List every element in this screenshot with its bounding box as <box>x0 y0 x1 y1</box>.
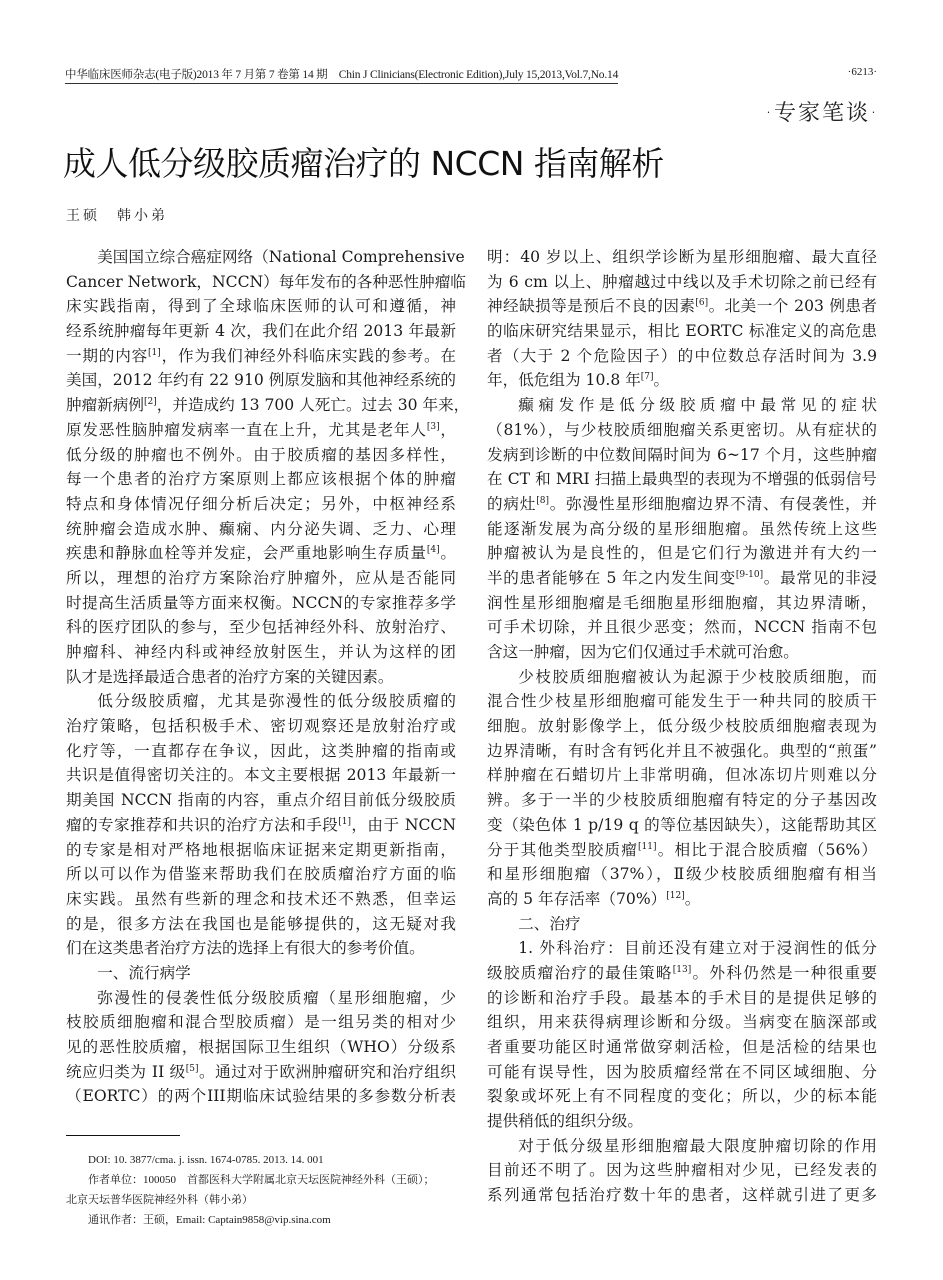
text-line: 时提高生活质量等方面来权衡。NCCN的专家推荐多学 <box>66 593 456 612</box>
text-line: 低分级胶质瘤，尤其是弥漫性的低分级胶质瘤的 <box>97 692 456 711</box>
text-line: 可手术切除，并且很少恶变；然而，NCCN 指南不包 <box>487 618 877 637</box>
text-line: 统肿瘤会造成水肿、癫痫、内分泌失调、乏力、心理 <box>66 519 456 538</box>
article-authors: 王硕 韩小弟 <box>66 208 168 224</box>
text-line: 裂象或坏死上有不同程度的变化；所以，少的标本能 <box>487 1087 877 1106</box>
citation[interactable]: [4] <box>426 545 440 556</box>
page-number: ·6213· <box>847 66 877 78</box>
text-line: 辨。多于一半的少枝胶质细胞瘤有特定的分子基因改 <box>487 791 877 810</box>
text-line: 疾患和静脉血栓等并发症，会严重地影响生存质量[4]。 <box>66 544 456 563</box>
text-line: 明：40 岁以上、组织学诊断为星形细胞瘤、最大直径 <box>487 248 877 266</box>
text-line: 所以，理想的治疗方案除治疗肿瘤外，应从是否能同 <box>66 568 456 587</box>
text-line: 队才是选择最适合患者的治疗方案的关键因素。 <box>66 667 394 686</box>
body-column-right <box>487 245 877 1208</box>
affiliation-footnote: 作者单位：100050 首都医科大学附属北京天坛医院神经外科（王硕）； <box>88 1174 435 1186</box>
text-line: 特点和身体情况仔细分析后决定；另外，中枢神经系 <box>66 494 456 513</box>
text-line: 能逐渐发展为高分级的星形细胞瘤。虽然传统上这些 <box>487 519 877 538</box>
text-line: 分于其他类型胶质瘤[11]。相比于混合胶质瘤（56%） <box>487 840 877 859</box>
text-line: 每一个患者的治疗方案原则上都应该根据个体的肿瘤 <box>66 470 456 489</box>
text-line: 的是，很多方法在我国也是能够提供的，这无疑对我 <box>66 914 456 933</box>
text-line: 弥漫性的侵袭性低分级胶质瘤（星形细胞瘤，少 <box>97 988 456 1007</box>
text-line: 含这一肿瘤，因为它们仅通过手术就可治愈。 <box>487 643 799 661</box>
text-line: 系列通常包括治疗数十年的患者，这样就引进了更多 <box>487 1186 877 1205</box>
text-line: 治疗策略，包括积极手术、密切观察还是放射治疗或 <box>66 717 456 736</box>
paragraph <box>487 665 877 912</box>
running-header: 中华临床医师杂志(电子版)2013 年 7 月第 7 卷第 14 期 Chin J Clinicians(Electronic Edition),July 15,2013,Vol.7,No.14 <box>65 66 618 84</box>
section-heading <box>487 912 877 937</box>
text-line: 所以可以作为借鉴来帮助我们在胶质瘤治疗方面的临 <box>66 865 456 884</box>
text-line: 美国，2012 年约有 22 910 例原发脑和其他神经系统的 <box>66 371 456 390</box>
section-label: ·专家笔谈· <box>765 101 879 126</box>
text-line: 美国国立综合癌症网络（National Comprehensive <box>97 248 465 266</box>
citation[interactable]: [7] <box>640 372 654 383</box>
text-line: 高的 5 年存活率（70%）[12]。 <box>487 889 701 908</box>
section-heading <box>66 961 456 986</box>
citation[interactable]: [12] <box>666 890 685 901</box>
text-line: 变（染色体 1 p/19 q 的等位基因缺失），这能帮助其区 <box>487 815 877 834</box>
body-column-left <box>66 245 470 1109</box>
footnotes <box>66 1150 466 1230</box>
citation[interactable]: [13] <box>672 964 692 975</box>
text-line: 目前还不明了。因为这些肿瘤相对少见，已经发表的 <box>487 1161 877 1180</box>
text-line: 的病灶[8]。弥漫性星形细胞瘤边界不清、有侵袭性，并 <box>487 494 877 513</box>
text-line: 的临床研究结果显示，相比 EORTC 标准定义的高危患 <box>487 322 877 341</box>
text-line: 统应归类为 II 级[5]。通过对于欧洲肿瘤研究和治疗组织 <box>66 1062 456 1081</box>
text-line: 和星形细胞瘤（37%），Ⅱ级少枝胶质细胞瘤有相当 <box>487 865 877 884</box>
text-line: 见的恶性胶质瘤，根据国际卫生组织（WHO）分级系 <box>66 1038 456 1056</box>
text-line: 可能有误导性，因为胶质瘤经常在不同区域细胞、分 <box>487 1062 877 1081</box>
text-line: 的诊断和治疗手段。最基本的手术目的是提供足够的 <box>487 988 877 1007</box>
text-line: 期美国 NCCN 指南的内容，重点介绍目前低分级胶质 <box>66 791 456 810</box>
text-line: 混合性少枝星形细胞瘤可能发生于一种共同的胶质干 <box>487 692 877 711</box>
citation[interactable]: [1] <box>148 347 161 358</box>
text-line: 样肿瘤在石蜡切片上非常明确，但冰冻切片则难以分 <box>487 766 877 785</box>
text-line: 原发恶性脑肿瘤发病率一直在上升，尤其是老年人[3]， <box>66 420 456 439</box>
paragraph <box>487 393 877 665</box>
citation[interactable]: [5] <box>185 1063 199 1074</box>
text-line: 年，低危组为 10.8 年[7]。 <box>487 371 670 390</box>
text-line: 枝胶质细胞瘤和混合型胶质瘤）是一组另类的相对少 <box>66 1013 456 1032</box>
text-line: 床实践。虽然有些新的理念和技术还不熟悉，但幸运 <box>66 889 456 908</box>
text-line: 者（大于 2 个危险因子）的中位数总存活时间为 3.9 <box>487 346 877 365</box>
doi-footnote: DOI: 10. 3877/cma. j. issn. 1674-0785. 2013. 14. 001 <box>88 1154 324 1166</box>
text-line: 肿瘤科、神经内科或神经放射医生，并认为这样的团 <box>66 643 456 661</box>
citation[interactable]: [8] <box>536 495 549 506</box>
text-line: 为 6 cm 以上、肿瘤越过中线以及手术切除之前已经有 <box>487 272 877 291</box>
text-line: Cancer Network，NCCN）每年发布的各种恶性肿瘤临 <box>66 272 466 291</box>
text-line: 一、流行病学 <box>97 963 191 982</box>
text-line: 床实践指南，得到了全球临床医师的认可和遵循，神 <box>66 297 456 316</box>
paragraph <box>487 245 877 393</box>
text-line: 组织，用来获得病理诊断和分级。当病变在脑深部或 <box>487 1013 877 1032</box>
text-line: 经系统肿瘤每年更新 4 次，我们在此介绍 2013 年最新 <box>66 322 456 341</box>
text-line: 对于低分级星形细胞瘤最大限度肿瘤切除的作用 <box>518 1136 877 1155</box>
article-title: 成人低分级胶质瘤治疗的 NCCN 指南解析 <box>63 144 664 183</box>
text-line: 少枝胶质细胞瘤被认为起源于少枝胶质细胞，而 <box>518 667 877 686</box>
citation[interactable]: [2] <box>143 397 157 408</box>
text-line: 提供稍低的组织分级。 <box>487 1112 643 1131</box>
citation[interactable]: [6] <box>695 298 709 309</box>
text-line: 半的患者能够在 5 年之内发生间变[9-10]。最常见的非浸 <box>487 568 877 587</box>
paragraph <box>487 1134 877 1208</box>
text-line: 级胶质瘤治疗的最佳策略[13]。外科仍然是一种很重要 <box>487 963 877 982</box>
text-line: 肿瘤被认为是良性的，但是它们行为激进并有大约一 <box>487 544 877 563</box>
text-line: （EORTC）的两个III期临床试验结果的多参数分析表 <box>66 1087 456 1106</box>
paragraph <box>66 689 456 961</box>
paragraph <box>66 245 470 689</box>
paragraph <box>66 986 456 1109</box>
text-line: 发病到诊断的中位数间隔时间为 6~17 个月，这些肿瘤 <box>487 445 877 464</box>
text-line: 的专家是相对严格地根据临床证据来定期更新指南， <box>66 840 456 859</box>
text-line: 1. 外科治疗：目前还没有建立对于浸润性的低分 <box>518 939 877 958</box>
affiliation-footnote-continued: 北京天坛普华医院神经外科（韩小弟） <box>66 1194 253 1206</box>
text-line: 科的医疗团队的参与，至少包括神经外科、放射治疗、 <box>66 618 456 637</box>
text-line: 化疗等，一直都存在争议，因此，这类肿瘤的指南或 <box>66 741 456 760</box>
text-line: （81%），与少枝胶质细胞瘤关系更密切。从有症状的 <box>487 420 877 439</box>
text-line: 润性星形细胞瘤是毛细胞星形细胞瘤，其边界清晰， <box>487 593 877 612</box>
paragraph <box>487 936 877 1134</box>
text-line: 在 CT 和 MRI 扫描上最典型的表现为不增强的低弱信号 <box>487 470 877 489</box>
text-line: 二、治疗 <box>518 914 581 933</box>
text-line: 肿瘤新病例[2]，并造成约 13 700 人死亡。过去 30 年来， <box>66 396 470 415</box>
text-line: 低分级的肿瘤也不例外。由于胶质瘤的基因多样性， <box>66 445 456 464</box>
citation[interactable]: [11] <box>638 841 657 852</box>
text-line: 者重要功能区时通常做穿刺活检，但是活检的结果也 <box>487 1038 877 1056</box>
corresponding-author-footnote: 通讯作者：王硕，Email: Captain9858@vip.sina.com <box>88 1214 331 1226</box>
text-line: 神经缺损等是预后不良的因素[6]。北美一个 203 例患者 <box>487 297 877 316</box>
citation[interactable]: [3] <box>426 421 440 432</box>
text-line: 边界清晰，有时含有钙化并且不被强化。典型的“煎蛋” <box>487 741 877 760</box>
text-line: 癫痫发作是低分级胶质瘤中最常见的症状 <box>518 396 877 415</box>
citation[interactable]: [1] <box>338 816 351 827</box>
citation[interactable]: [9-10] <box>735 569 764 580</box>
text-line: 共识是值得密切关注的。本文主要根据 2013 年最新一 <box>66 766 456 785</box>
text-line: 们在这类患者治疗方法的选择上有很大的参考价值。 <box>66 939 425 958</box>
text-line: 细胞。放射影像学上，低分级少枝胶质细胞瘤表现为 <box>487 717 877 736</box>
text-line: 一期的内容[1]，作为我们神经外科临床实践的参考。在 <box>66 346 456 365</box>
text-line: 瘤的专家推荐和共识的治疗方法和手段[1]，由于 NCCN <box>66 815 456 834</box>
footnote-divider <box>66 1135 180 1136</box>
